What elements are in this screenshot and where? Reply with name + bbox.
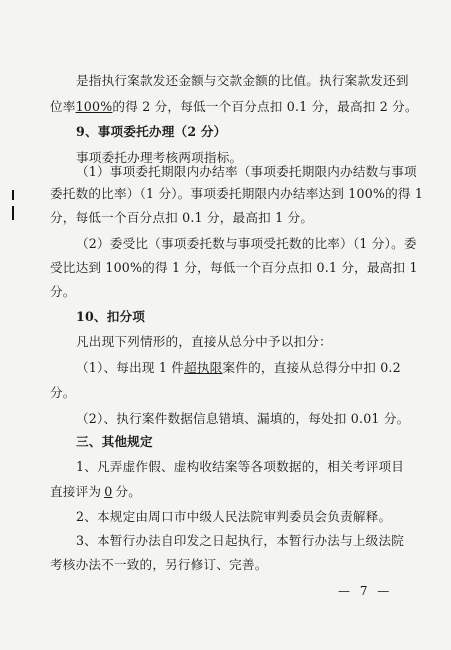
text-line-21: 考核办法不一致的，另行修订、完善。 xyxy=(50,557,268,572)
margin-mark xyxy=(12,206,14,220)
text-line-9: 受比达到 100%的得 1 分，每低一个百分点扣 0.1 分，最高扣 1 xyxy=(50,260,418,275)
text-line-8: （2）委受比（事项委托数与事项受托数的比率）（1 分）。委 xyxy=(76,236,417,251)
text-fragment: （1）、每出现 1 件 xyxy=(76,360,185,375)
section-heading-other: 三、其他规定 xyxy=(76,434,153,449)
underlined-text: 100% xyxy=(75,99,113,114)
section-heading-9: 9、事项委托办理（2 分） xyxy=(76,124,227,139)
margin-mark xyxy=(12,190,14,200)
text-line-4: 事项委托办理考核两项指标。 xyxy=(76,150,243,165)
text-line-7: 分，每低一个百分点扣 0.1 分，最高扣 1 分。 xyxy=(50,210,314,225)
text-line-6: 委托数的比率）（1 分）。事项委托期限内办结率达到 100%的得 1 xyxy=(50,186,424,201)
text-line-13 xyxy=(76,360,401,376)
text-line-2 xyxy=(50,99,418,115)
underlined-text: 0 xyxy=(104,484,113,499)
text-fragment: 分。 xyxy=(115,484,141,499)
page-number: — 7 — xyxy=(338,584,393,598)
text-line-1: 是指执行案款发还金额与交款金额的比值。执行案款发还到 xyxy=(76,73,409,88)
text-line-12: 凡出现下列情形的，直接从总分中予以扣分： xyxy=(76,334,332,349)
text-line-14: 分。 xyxy=(50,385,76,400)
text-line-17: 1、凡弄虚作假、虚构收结案等各项数据的，相关考评项目 xyxy=(76,459,405,474)
text-line-10: 分。 xyxy=(50,284,76,299)
section-heading-10: 10、扣分项 xyxy=(76,309,146,324)
text-line-5: （1）事项委托期限内办结率（事项委托期限内办结数与事项 xyxy=(76,164,417,179)
text-fragment: 案件的，直接从总得分中扣 0.2 xyxy=(222,360,401,375)
text-fragment: 的得 2 分，每低一个百分点扣 0.1 分，最高扣 2 分。 xyxy=(112,99,418,114)
text-line-15: （2）、执行案件数据信息错填、漏填的，每处扣 0.01 分。 xyxy=(76,411,410,426)
text-line-19: 2、本规定由周口市中级人民法院审判委员会负责解释。 xyxy=(76,509,392,524)
underlined-text: 超执限 xyxy=(184,360,223,375)
text-line-20: 3、本暂行办法自印发之日起执行，本暂行办法与上级法院 xyxy=(76,533,405,548)
text-fragment: 直接评为 xyxy=(50,484,102,499)
text-line-18 xyxy=(50,484,141,500)
text-fragment: 位率 xyxy=(50,99,76,114)
